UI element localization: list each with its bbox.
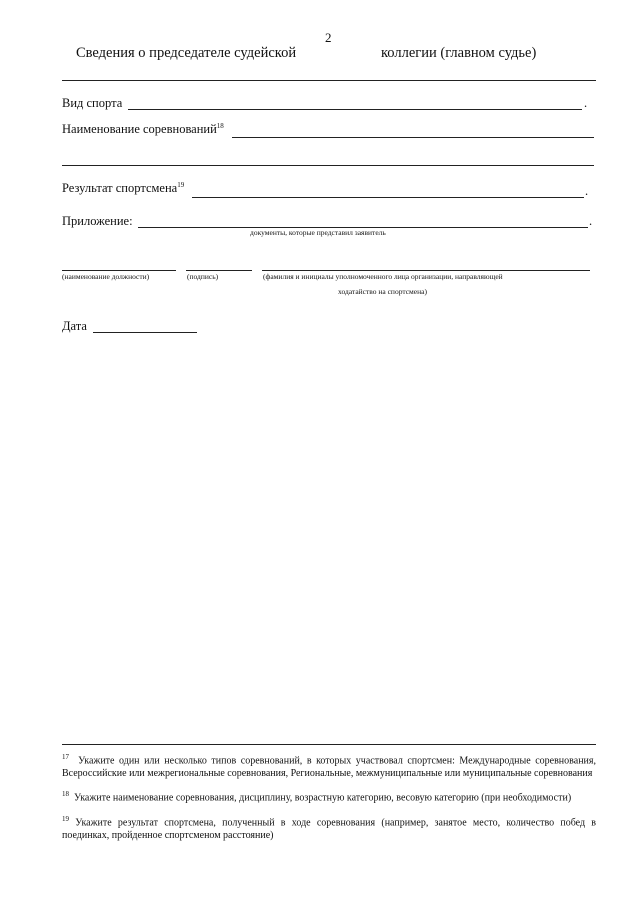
header-rule bbox=[62, 80, 596, 81]
footnote-ref-18: 18 bbox=[216, 122, 224, 130]
competition-field-line-2[interactable] bbox=[62, 165, 594, 166]
attachment-label: Приложение: bbox=[62, 214, 133, 228]
signature-line[interactable] bbox=[186, 270, 252, 271]
name-caption-line-2: ходатайство на спортсмена) bbox=[338, 287, 427, 296]
footnote-18-num: 18 bbox=[62, 790, 69, 798]
footnote-18 bbox=[62, 788, 596, 805]
footnote-separator bbox=[62, 744, 596, 745]
sport-field-line[interactable] bbox=[128, 109, 582, 110]
footnote-19-num: 19 bbox=[62, 815, 69, 823]
footnote-17 bbox=[62, 751, 596, 780]
section-title-right: коллегии (главном судье) bbox=[381, 45, 537, 61]
attachment-caption: документы, которые представил заявитель bbox=[250, 228, 386, 237]
sport-label: Вид спорта bbox=[62, 96, 123, 110]
footnote-18-text: Укажите наименование соревнования, дисциплину, возрастную категорию, весовую категорию (при необходимости) bbox=[74, 792, 572, 804]
attachment-field-period: . bbox=[589, 214, 593, 228]
competition-field-line[interactable] bbox=[232, 137, 594, 138]
footnote-19 bbox=[62, 813, 596, 842]
sport-field-period: . bbox=[584, 96, 588, 110]
signature-caption: (подпись) bbox=[187, 272, 219, 281]
position-caption: (наименование должности) bbox=[62, 272, 150, 281]
result-field-line[interactable] bbox=[192, 197, 584, 198]
competition-label-text: Наименование соревнований bbox=[62, 122, 217, 137]
footnote-19-text: Укажите результат спортсмена, полученный в ходе соревнования (например, занятое место, количество побед в поединках, пройденное спортсменом расстояние) bbox=[62, 817, 597, 841]
date-label: Дата bbox=[62, 319, 87, 333]
date-field-line[interactable] bbox=[93, 332, 197, 333]
signature-position-line[interactable] bbox=[62, 270, 176, 271]
competition-label bbox=[62, 122, 224, 137]
result-label bbox=[62, 181, 184, 196]
footnote-ref-19: 19 bbox=[177, 181, 185, 189]
result-field-period: . bbox=[585, 184, 589, 198]
page-number: 2 bbox=[325, 30, 332, 45]
footnote-17-text: Укажите один или несколько типов соревнований, в которых участвовал спортсмен: Международные соревнования, Всероссийские или межрегиональные соревнования, Региональные, межмуниципальные или муниципальные соревнования bbox=[62, 755, 596, 779]
name-caption-line-1: (фамилия и инициалы уполномоченного лица организации, направляющей bbox=[263, 272, 503, 281]
result-label-text: Результат спортсмена bbox=[62, 181, 178, 196]
signature-name-line[interactable] bbox=[262, 270, 590, 271]
footnote-17-num: 17 bbox=[62, 753, 69, 761]
section-title-left: Сведения о председателе судейской bbox=[76, 45, 297, 61]
